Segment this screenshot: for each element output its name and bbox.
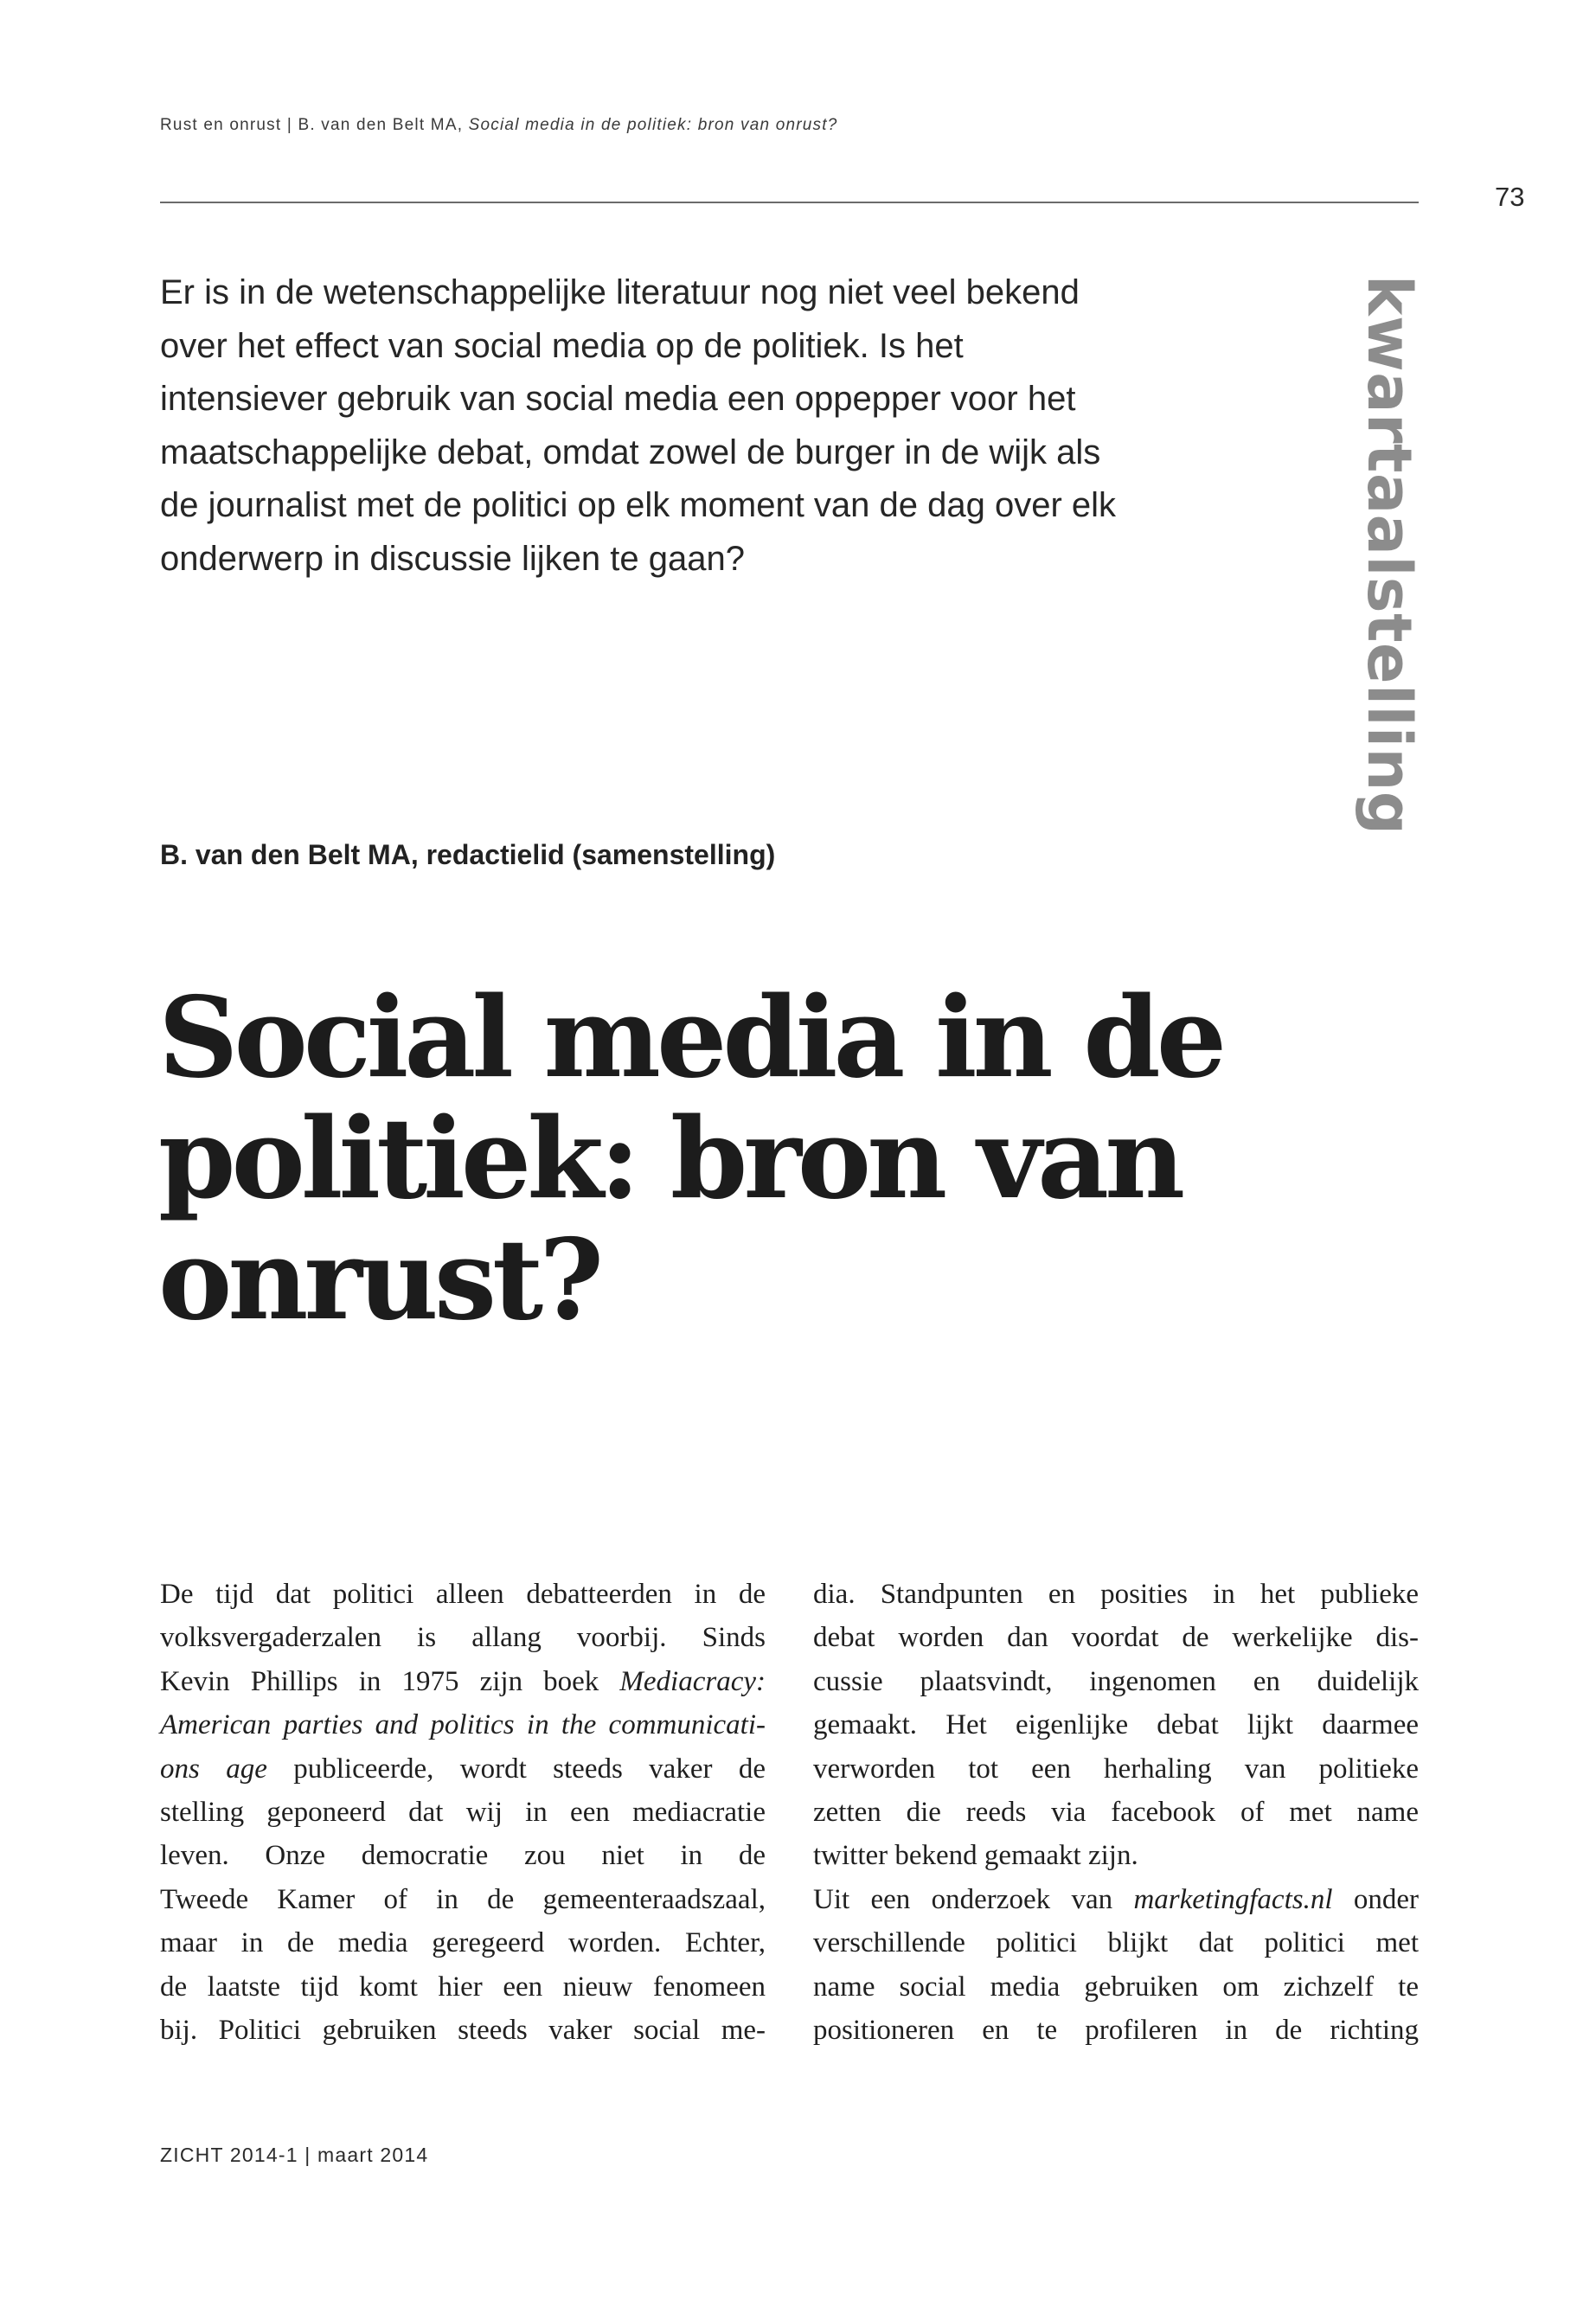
body-line xyxy=(160,1703,766,1747)
body-line: bij. Politici gebruiken steeds vaker social me- xyxy=(160,2015,766,2047)
book-title-italic: Mediacracy: xyxy=(619,1665,766,1697)
body-line: twitter bekend gemaakt zijn. xyxy=(813,1840,1138,1872)
lead-paragraph: Er is in de wetenschappelijke literatuur nog niet veel bekend over het effect van social media op de politiek. Is het intensiever gebruik van social media een oppepper voor het maatschappelijke debat, omdat zowel de burger in de wijk als de journalist met de politici op elk moment van de dag over elk onderwerp in discussie lijken te gaan? xyxy=(160,273,1117,578)
byline: B. van den Belt MA, redactielid (samenstelling) xyxy=(160,839,776,870)
body-line: Tweede Kamer of in de gemeenteraadszaal, xyxy=(160,1883,766,1915)
body-line: De tijd dat politici alleen debatteerden in de xyxy=(160,1579,766,1610)
body-line: maar in de media geregeerd worden. Echter, xyxy=(160,1927,766,1959)
body-line: verschillende politici blijkt dat politici met xyxy=(813,1927,1419,1959)
running-head xyxy=(160,116,838,135)
body-line: verworden tot een herhaling van politieke xyxy=(813,1753,1419,1785)
book-title-italic: American parties and politics in the communicati- xyxy=(160,1709,766,1741)
body-line: leven. Onze democratie zou niet in de xyxy=(160,1840,766,1872)
body-line: volksvergaderzalen is allang voorbij. Sinds xyxy=(160,1622,766,1654)
body-line: dia. Standpunten en posities in het publieke xyxy=(813,1579,1419,1610)
running-head-prefix: Rust en onrust | B. van den Belt MA, xyxy=(160,116,469,134)
body-column-left xyxy=(160,1573,766,2052)
body-line: name social media gebruiken om zichzelf te xyxy=(813,1971,1419,2003)
running-head-title: Social media in de politiek: bron van onrust? xyxy=(468,116,838,134)
book-title-italic: ons age xyxy=(160,1753,267,1785)
article-headline: Social media in de politiek: bron van onrust? xyxy=(158,973,1223,1345)
footer-issue: ZICHT 2014-1 | maart 2014 xyxy=(160,2144,429,2166)
body-line: gemaakt. Het eigenlijke debat lijkt daarmee xyxy=(813,1709,1419,1741)
body-line: ons age publiceerde, wordt steeds vaker de xyxy=(160,1753,766,1785)
body-line: Kevin Phillips in 1975 zijn boek Mediacracy: xyxy=(160,1665,766,1697)
body-line: positioneren en te profileren in de richting xyxy=(813,2015,1419,2047)
body-line: Uit een onderzoek van marketingfacts.nl onder xyxy=(813,1883,1420,1915)
body-line: zetten die reeds via facebook of met name xyxy=(813,1797,1419,1829)
page-number: 73 xyxy=(1495,182,1525,212)
body-line: de laatste tijd komt hier een nieuw fenomeen xyxy=(160,1971,766,2003)
section-label: kwartaalstelling xyxy=(1354,275,1425,836)
body-line: cussie plaatsvindt, ingenomen en duidelijk xyxy=(813,1665,1419,1697)
body-line: stelling geponeerd dat wij in een mediacratie xyxy=(160,1797,766,1829)
body-line: debat worden dan voordat de werkelijke dis- xyxy=(813,1622,1419,1654)
source-name-italic: marketingfacts.nl xyxy=(1133,1883,1333,1915)
body-column-right xyxy=(813,1573,1419,2052)
header-rule xyxy=(160,202,1419,203)
